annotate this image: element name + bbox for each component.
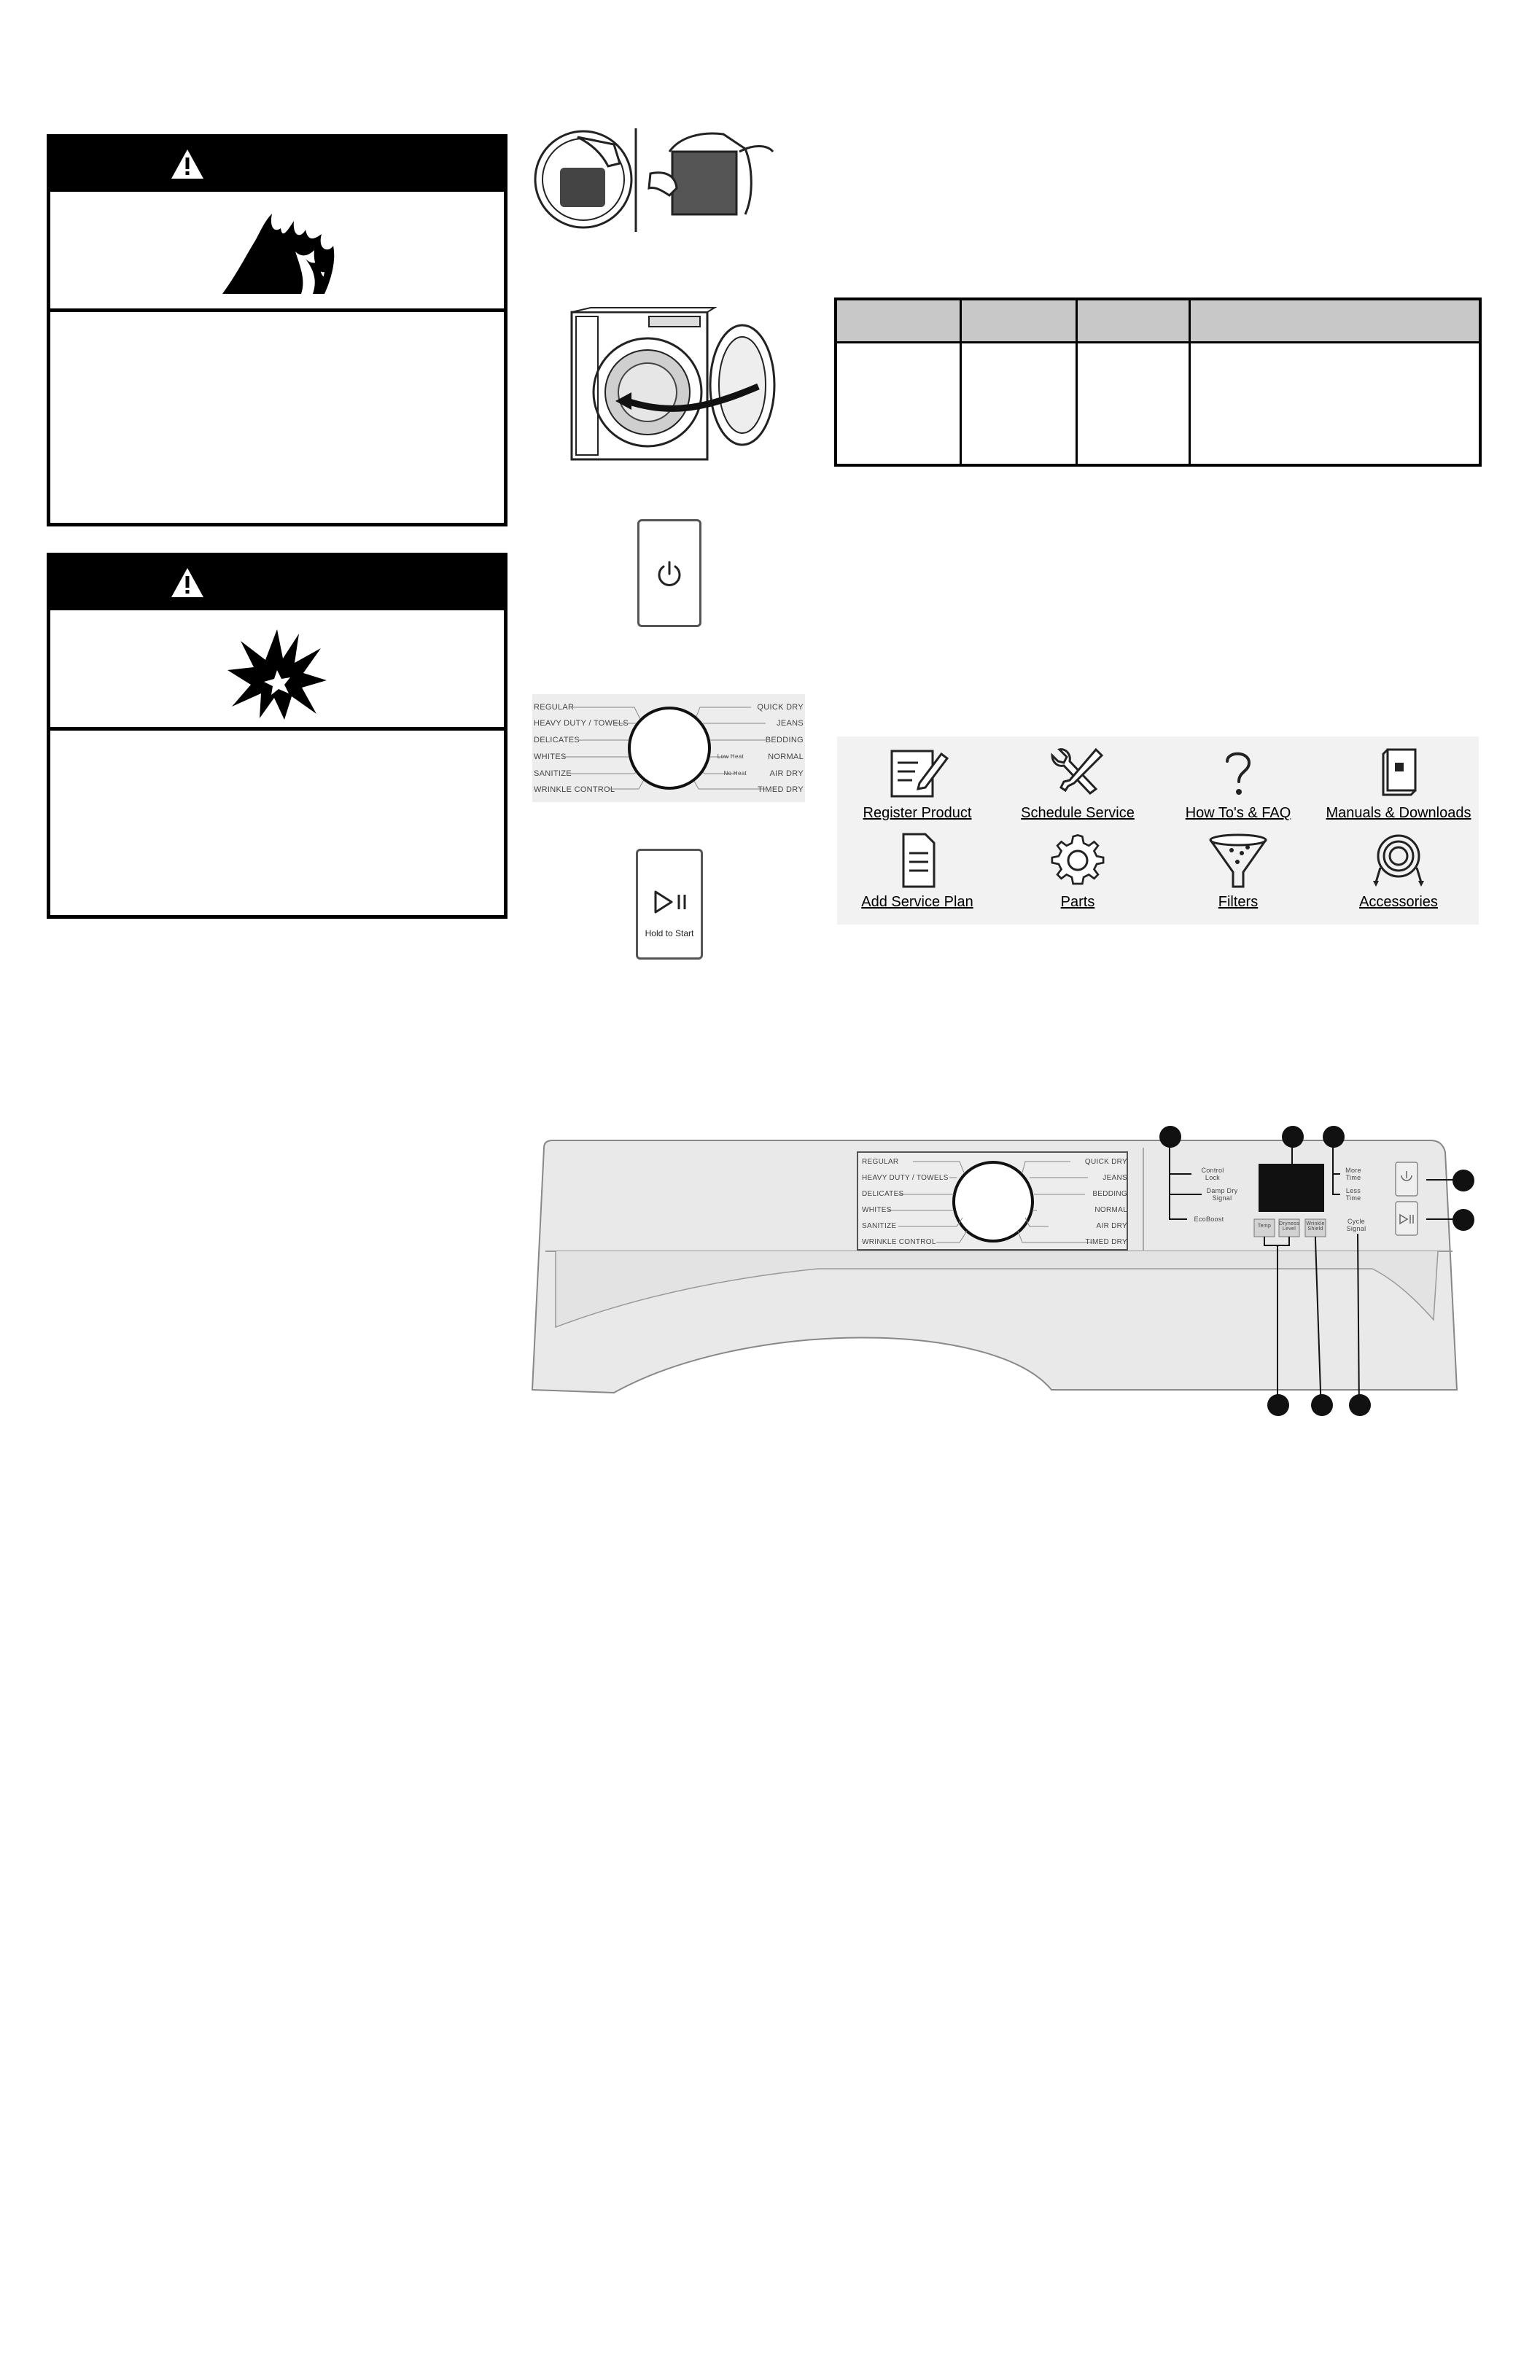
panel-cycle-label: QUICK DRY bbox=[1084, 1158, 1127, 1166]
link-accessories[interactable] bbox=[1318, 825, 1479, 916]
fire-icon bbox=[215, 208, 339, 295]
cycle-selector-dial bbox=[532, 694, 805, 802]
warning-text-area bbox=[50, 731, 504, 906]
play-pause-icon bbox=[653, 889, 689, 915]
filter-icon bbox=[1205, 831, 1271, 890]
cycle-label: HEAVY DUTY / TOWELS bbox=[534, 719, 629, 728]
table-header-cell bbox=[1077, 299, 1190, 343]
cycle-label: NORMAL bbox=[768, 752, 804, 761]
cycle-label: AIR DRY bbox=[769, 769, 804, 778]
hose-icon bbox=[1366, 831, 1431, 890]
panel-option-label: Control Lock bbox=[1201, 1167, 1224, 1181]
tools-icon bbox=[1045, 742, 1111, 801]
callout-marker bbox=[1159, 1126, 1181, 1148]
link-schedule-service[interactable] bbox=[998, 736, 1158, 827]
info-table bbox=[834, 298, 1482, 467]
callout-marker bbox=[1452, 1209, 1474, 1231]
link-label[interactable]: Manuals & Downloads bbox=[1326, 805, 1471, 821]
explosion-icon bbox=[226, 626, 328, 721]
register-icon bbox=[884, 742, 950, 801]
lint-screen-illustration bbox=[526, 122, 774, 232]
explosion-hazard-warning bbox=[47, 553, 508, 919]
fire-hazard-warning bbox=[47, 134, 508, 526]
question-icon bbox=[1205, 742, 1271, 801]
link-label[interactable]: Filters bbox=[1218, 894, 1259, 910]
warning-triangle-icon bbox=[170, 148, 205, 180]
panel-cycle-label: WRINKLE CONTROL bbox=[862, 1238, 936, 1246]
panel-cycle-label: AIR DRY bbox=[1096, 1222, 1127, 1230]
panel-button-label: Dryness Level bbox=[1279, 1221, 1299, 1232]
panel-cycle-label: TIMED DRY bbox=[1085, 1238, 1127, 1246]
cycle-label: SANITIZE bbox=[534, 769, 572, 778]
document-icon bbox=[884, 831, 950, 890]
warning-text-area bbox=[50, 312, 504, 516]
start-button-illustration bbox=[636, 849, 703, 960]
panel-option-label: Less Time bbox=[1345, 1187, 1361, 1202]
power-button-illustration bbox=[637, 519, 701, 627]
link-parts[interactable] bbox=[998, 825, 1158, 916]
table-header-cell bbox=[1190, 299, 1481, 343]
panel-cycle-label: HEAVY DUTY / TOWELS bbox=[862, 1174, 949, 1182]
panel-button-label: Wrinkle Shield bbox=[1306, 1221, 1325, 1232]
link-filters[interactable] bbox=[1158, 825, 1318, 916]
table-cell bbox=[1190, 343, 1481, 466]
warning-header bbox=[50, 556, 504, 610]
link-how-tos-faq[interactable] bbox=[1158, 736, 1318, 827]
cycle-label: JEANS bbox=[777, 719, 804, 728]
link-manuals-downloads[interactable] bbox=[1318, 736, 1479, 827]
link-label[interactable]: How To's & FAQ bbox=[1185, 805, 1291, 821]
manual-icon bbox=[1366, 742, 1431, 801]
table-header-cell bbox=[836, 299, 961, 343]
panel-cycle-label: DELICATES bbox=[862, 1190, 904, 1198]
cycle-sublabel: No Heat bbox=[723, 770, 747, 777]
panel-cycle-label: REGULAR bbox=[862, 1158, 899, 1166]
cycle-label: DELICATES bbox=[534, 736, 580, 744]
table-cell bbox=[836, 343, 961, 466]
link-label[interactable]: Schedule Service bbox=[1021, 805, 1135, 821]
table-cell bbox=[1077, 343, 1190, 466]
link-add-service-plan[interactable] bbox=[837, 825, 998, 916]
link-label[interactable]: Register Product bbox=[863, 805, 972, 821]
dryer-door-illustration bbox=[561, 306, 780, 467]
table-cell bbox=[961, 343, 1077, 466]
panel-cycle-label: SANITIZE bbox=[862, 1222, 897, 1230]
callout-marker bbox=[1349, 1394, 1371, 1416]
panel-option-label: EcoBoost bbox=[1194, 1216, 1224, 1223]
table-header-row bbox=[836, 299, 1480, 343]
support-links-grid bbox=[837, 736, 1479, 925]
panel-cycle-label: BEDDING bbox=[1092, 1190, 1127, 1198]
power-icon bbox=[655, 559, 684, 588]
cycle-label: TIMED DRY bbox=[757, 785, 804, 794]
panel-cycle-label: WHITES bbox=[862, 1206, 892, 1214]
cycle-label: REGULAR bbox=[534, 703, 575, 712]
panel-cycle-label: NORMAL bbox=[1094, 1206, 1127, 1214]
gear-icon bbox=[1045, 831, 1111, 890]
callout-marker bbox=[1267, 1394, 1289, 1416]
cycle-label: WHITES bbox=[534, 752, 567, 761]
table-header-cell bbox=[961, 299, 1077, 343]
link-label[interactable]: Parts bbox=[1060, 894, 1095, 910]
callout-marker bbox=[1311, 1394, 1333, 1416]
table-row bbox=[836, 343, 1480, 466]
cycle-label: WRINKLE CONTROL bbox=[534, 785, 615, 794]
panel-option-label: Damp Dry Signal bbox=[1206, 1187, 1238, 1202]
control-panel-diagram bbox=[526, 1108, 1474, 1415]
start-button-label: Hold to Start bbox=[645, 928, 694, 938]
panel-button-label: Temp bbox=[1257, 1224, 1272, 1229]
warning-header bbox=[50, 138, 504, 192]
link-label[interactable]: Add Service Plan bbox=[861, 894, 973, 910]
cycle-sublabel: Low Heat bbox=[717, 753, 744, 760]
panel-option-label: Cycle Signal bbox=[1346, 1218, 1366, 1232]
cycle-label: QUICK DRY bbox=[757, 703, 804, 712]
cycle-label: BEDDING bbox=[765, 736, 804, 744]
panel-option-label: More Time bbox=[1345, 1167, 1361, 1181]
link-register-product[interactable] bbox=[837, 736, 998, 827]
panel-cycle-label: JEANS bbox=[1102, 1174, 1127, 1182]
callout-marker bbox=[1282, 1126, 1304, 1148]
warning-triangle-icon bbox=[170, 567, 205, 599]
callout-marker bbox=[1323, 1126, 1345, 1148]
callout-marker bbox=[1452, 1170, 1474, 1191]
link-label[interactable]: Accessories bbox=[1359, 894, 1438, 910]
